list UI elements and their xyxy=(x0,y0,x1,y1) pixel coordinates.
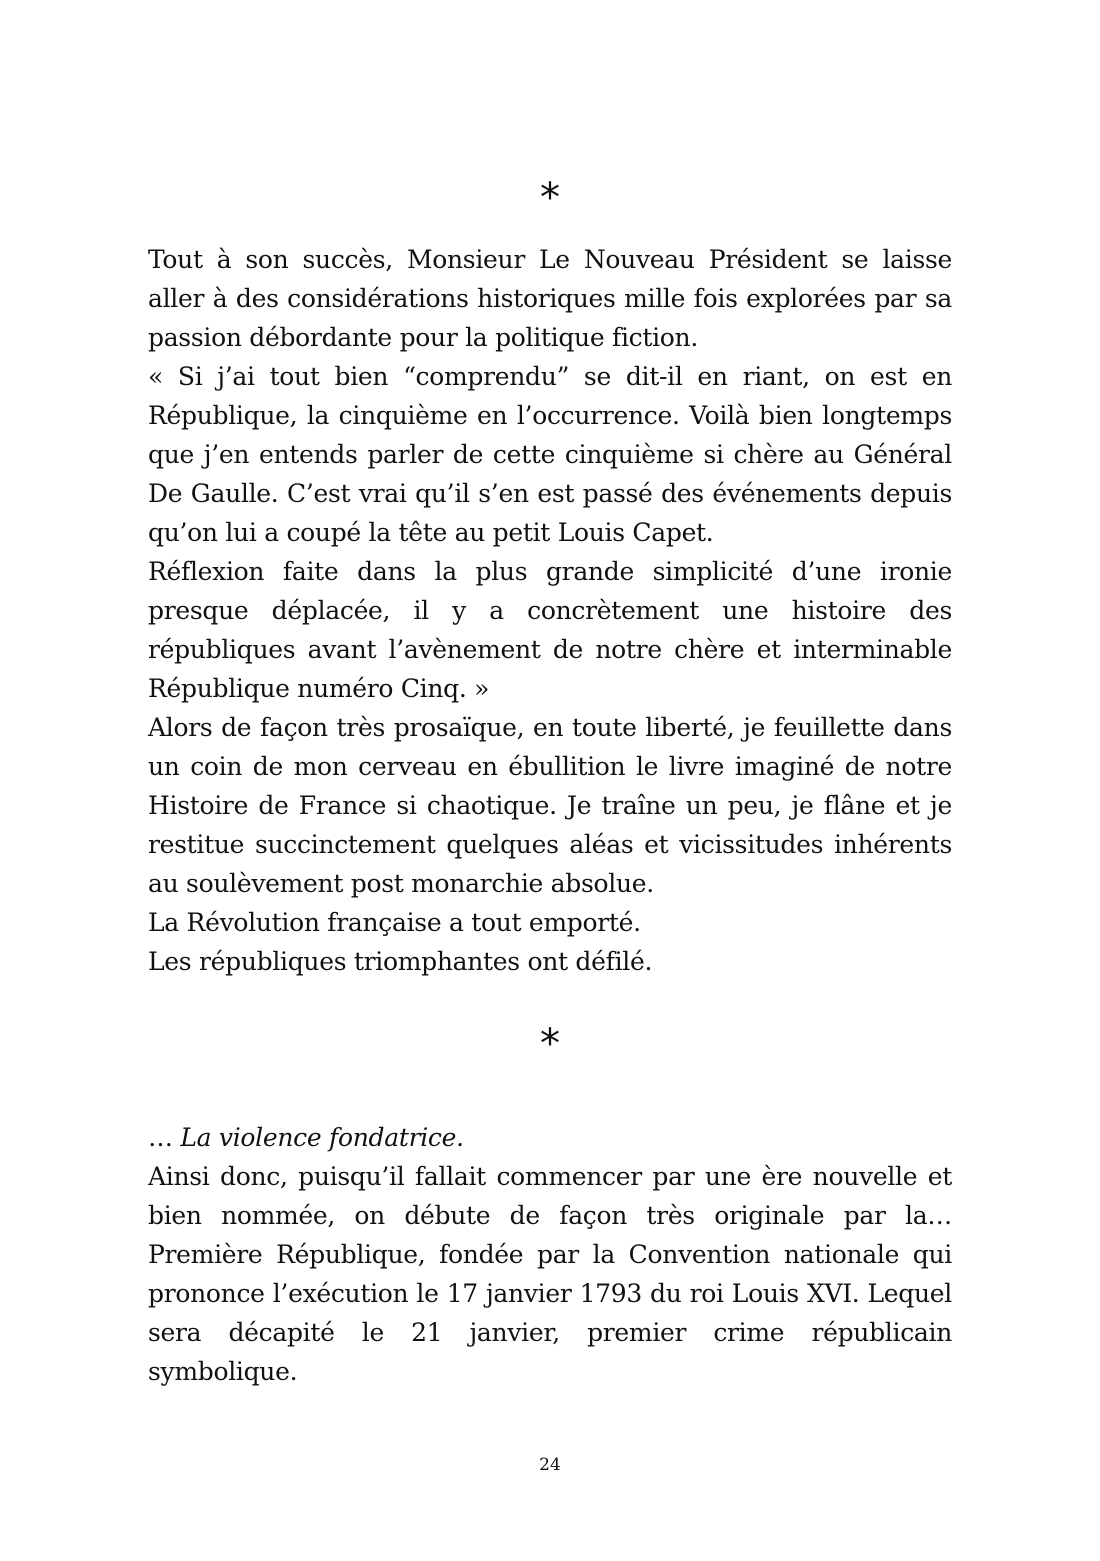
paragraph: Tout à son succès, Monsieur Le Nouveau Président se laisse aller à des considérations historiques mille fois explorées par sa passion débordante pour la politique fiction. xyxy=(148,245,952,352)
section-separator: * xyxy=(540,175,560,221)
paragraph: Les républiques triomphantes ont défilé. xyxy=(148,947,653,976)
paragraph: Réflexion faite dans la plus grande simplicité d’une ironie presque déplacée, il y a concrètement une histoire des républiques avant l’avènement de notre chère et interminable République numéro Cinq. » xyxy=(148,557,952,703)
paragraph: « Si j’ai tout bien “comprendu” se dit-il en riant, on est en République, la cinquième en l’occurrence. Voilà bien longtemps que j’en entends parler de cette cinquième si chère au Général De Gaulle. C’est vrai qu’il s’en est passé des événements depuis qu’on lui a coupé la tête au petit Louis Capet. xyxy=(148,362,952,547)
section-separator: * xyxy=(540,1021,560,1067)
heading-title: La violence fondatrice. xyxy=(180,1123,464,1152)
page-number: 24 xyxy=(539,1455,561,1475)
section-heading xyxy=(148,1118,952,1157)
paragraph: Ainsi donc, puisqu’il fallait commencer par une ère nouvelle et bien nommée, on débute de façon très originale par la… Première République, fondée par la Convention nationale qui prononce l’exécution le 17 janvier 1793 du roi Louis XVI. Lequel sera décapité le 21 janvier, premier crime républicain symbolique. xyxy=(148,1162,952,1386)
paragraph: La Révolution française a tout emporté. xyxy=(148,908,641,937)
section-one-text xyxy=(148,240,952,981)
section-two-text xyxy=(148,1118,952,1391)
paragraph: Alors de façon très prosaïque, en toute liberté, je feuillette dans un coin de mon cerveau en ébullition le livre imaginé de notre Histoire de France si chaotique. Je traîne un peu, je flâne et je restitue succinctement quelques aléas et vicissitudes inhérents au soulèvement post monarchie absolue. xyxy=(148,713,952,898)
heading-ellipsis: … xyxy=(148,1123,181,1152)
